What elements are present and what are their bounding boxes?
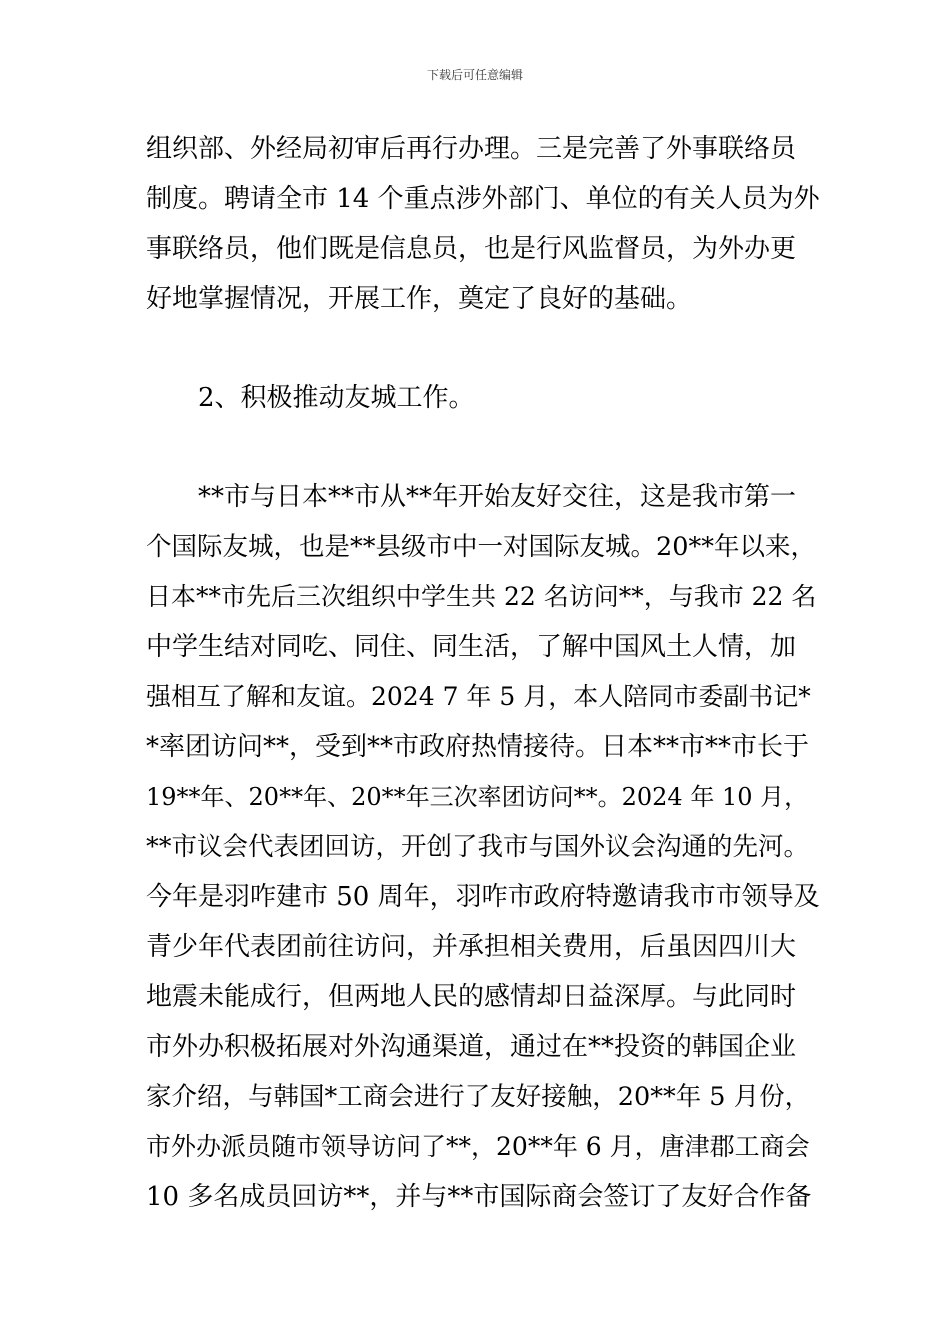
- body-line: 个国际友城，也是**县级市中一对国际友城。20**年以来，: [146, 532, 816, 562]
- body-line: 10 多名成员回访**，并与**市国际商会签订了友好合作备: [146, 1182, 812, 1212]
- body-line: *率团访问**，受到**市政府热情接待。日本**市**市长于: [146, 732, 810, 762]
- body-line: 好地掌握情况，开展工作，奠定了良好的基础。: [146, 284, 693, 314]
- body-line: **市与日本**市从**年开始友好交往，这是我市第一: [198, 482, 797, 512]
- body-line: 组织部、外经局初审后再行办理。三是完善了外事联络员: [146, 134, 797, 164]
- body-line: 19**年、20**年、20**年三次率团访问**。2024 年 10 月，: [146, 783, 809, 811]
- section-heading: 2、积极推动友城工作。: [198, 383, 475, 413]
- body-line: 市外办积极拓展对外沟通渠道，通过在**投资的韩国企业: [146, 1032, 797, 1062]
- body-line: 家介绍，与韩国*工商会进行了友好接触，20**年 5 月份，: [146, 1082, 811, 1112]
- body-line: 事联络员，他们既是信息员，也是行风监督员，为外办更: [146, 234, 797, 264]
- page-header: 下载后可任意编辑: [426, 68, 523, 82]
- body-line: 地震未能成行，但两地人民的感情却日益深厚。与此同时: [146, 982, 797, 1012]
- body-line: 市外办派员随市领导访问了**，20**年 6 月，唐津郡工商会: [146, 1132, 810, 1161]
- body-line: 强相互了解和友谊。2024 7 年 5 月，本人陪同市委副书记*: [146, 682, 811, 711]
- body-line: **市议会代表团回访，开创了我市与国外议会沟通的先河。: [146, 832, 810, 862]
- body-line: 中学生结对同吃、同住、同生活，了解中国风土人情，加: [146, 632, 797, 662]
- body-line: 制度。聘请全市 14 个重点涉外部门、单位的有关人员为外: [146, 184, 820, 214]
- body-line: 日本**市先后三次组织中学生共 22 名访问**，与我市 22 名: [146, 582, 817, 611]
- body-line: 今年是羽咋建市 50 周年，羽咋市政府特邀请我市市领导及: [146, 882, 820, 912]
- body-line: 青少年代表团前往访问，并承担相关费用，后虽因四川大: [146, 932, 797, 962]
